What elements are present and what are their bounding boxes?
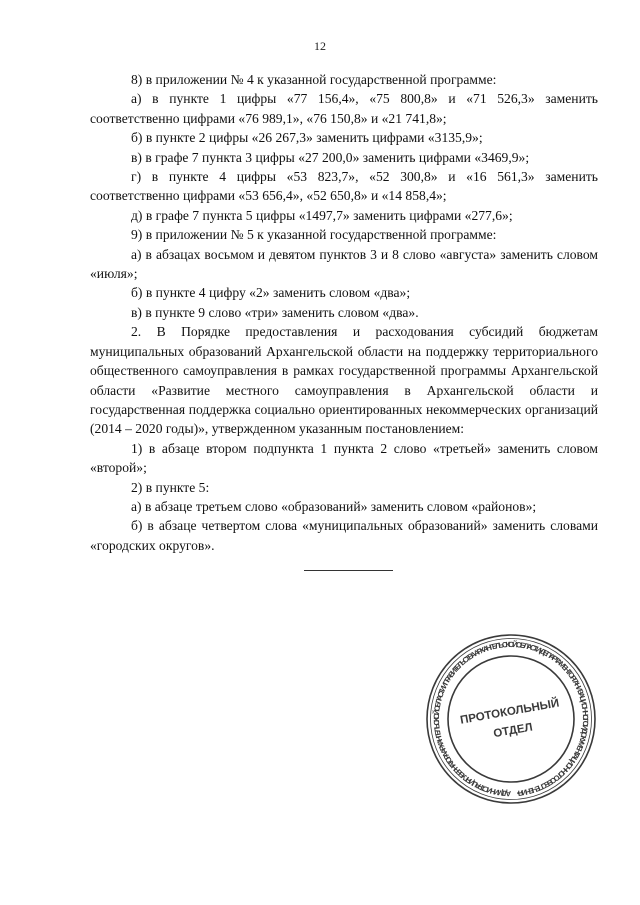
stamp-outer-ring [427,635,595,803]
paragraph: а) в пункте 1 цифры «77 156,4», «75 800,8» и «71 526,3» заменить соответственно цифрами «76 989,1», «76 150,8» и «21 741,8»; [90,91,598,126]
paragraph: в) в графе 7 пункта 3 цифры «27 200,0» заменить цифрами «3469,9»; [131,149,530,165]
paragraph: 1) в абзаце втором подпункта 1 пункта 2 слово «третьей» заменить словом «второй»; [90,440,598,476]
paragraph: 2) в пункте 5: [131,479,210,495]
page-number: 12 [314,39,326,53]
paragraph: б) в пункте 4 цифру «2» заменить словом «два»; [131,285,411,301]
paragraph: г) в пункте 4 цифры «53 823,7», «52 300,8» и «16 561,3» заменить соответственно цифрами «53 656,4», «52 650,8» и «14 858,4»; [90,169,598,204]
paragraph: б) в абзаце четвертом слова «муниципальных образований» заменить словами «городских округов». [90,518,598,553]
stamp-center-line-1: ПРОТОКОЛЬНЫЙ [459,697,561,727]
stamp-center-line-2: ОТДЕЛ [492,721,534,741]
protocol-department-stamp [423,631,599,807]
paragraph: а) в абзацах восьмом и девятом пунктов 3 и 8 слово «августа» заменить словом «июля»; [90,246,598,282]
closing-rule [304,570,393,571]
paragraph: д) в графе 7 пункта 5 цифры «1497,7» заменить цифрами «277,6»; [131,207,513,223]
paragraph: 9) в приложении № 5 к указанной государственной программе: [131,227,497,243]
stamp-outer-ring-inner [431,639,592,800]
paragraph: 2. В Порядке предоставления и расходования субсидий бюджетам муниципальных образований Архангельской области на поддержку территориального общественного самоуправления в рамках государственной программы Архангельской области «Развитие местного самоуправления в Архангельской области и государственная поддержка социально ориентированных некоммерческих организаций (2014 – 2020 годы)», утвержденном указанным постановлением: [90,324,598,437]
paragraph: 8) в приложении № 4 к указанной государственной программе: [131,72,497,87]
paragraph: в) в пункте 9 слово «три» заменить словом «два». [131,304,419,320]
paragraph: а) в абзаце третьем слово «образований» заменить словом «районов»; [131,498,537,514]
paragraph: б) в пункте 2 цифры «26 267,3» заменить цифрами «3135,9»; [131,130,483,146]
stamp-ring-text: АДМИНИСТРАЦИЯ ГУБЕРНАТОРА АРХАНГЕЛЬСКОЙ ОБЛАСТИ И ПРАВИТЕЛЬСТВА АРХАНГЕЛЬСКОЙ ОБЛАСТИ • ДЕПАРТАМЕНТ ОРГАНИЗАЦИОННОГО И ДОКУМЕНТАЦИОННОГО ОБЕСПЕЧЕНИЯ • [431,639,591,799]
document-body [90,70,598,555]
